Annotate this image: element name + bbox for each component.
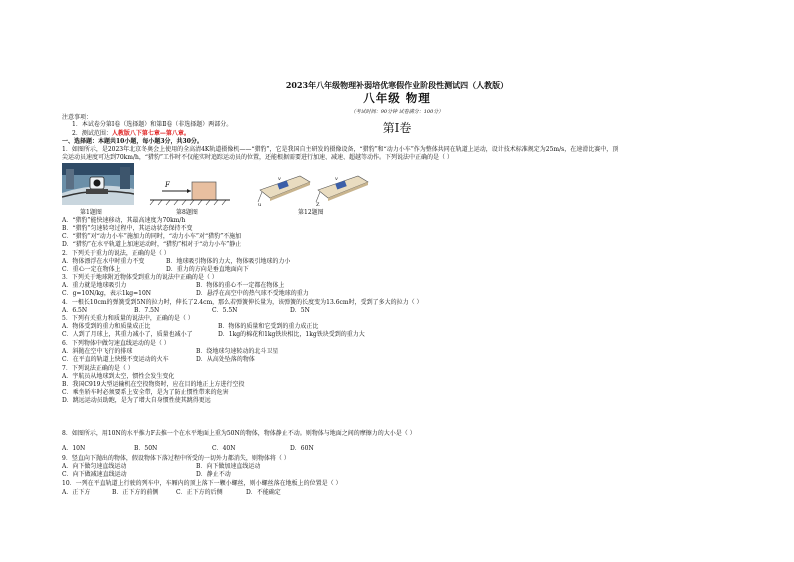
volume-title: 第Ⅰ卷	[382, 121, 412, 135]
q9-stem: 9．竖直向下抛出的物体，假设物体下落过程中所受的一切外力都消失，则物体将（ ）	[62, 455, 290, 462]
q8-option-b: B．50N	[134, 445, 158, 452]
figure-8-force-label: F	[165, 181, 170, 189]
q1-option-d: D．“猎豹”在水平轨道上加速运动时，“猎豹”相对于“动力小车”静止	[62, 241, 242, 248]
q3-option-d: D．悬浮在高空中的热气球不受地球的重力	[196, 290, 309, 297]
q2-option-d: D．重力的方向是垂直地面向下	[166, 266, 249, 273]
figure-8-push-diagram	[148, 176, 232, 206]
q5-option-b: B．物体的质量和它受到的重力成正比	[218, 323, 319, 330]
figure-12-cart-diagram	[256, 170, 374, 206]
figure-12-label-z: Z	[316, 202, 320, 208]
q5-option-c: C．人到了月球上，其重力减小了，质量也减小了	[62, 331, 193, 338]
section-heading: 一、选择题：本题共10小题，每小题3分，共30分。	[62, 138, 203, 145]
q10-option-b: B．正下方的前侧	[112, 489, 159, 496]
notes-item-2-scope: 人教版八下第七章—第八章。	[111, 130, 190, 137]
q2-stem: 2．下列关于重力的说法，正确的是（ ）	[62, 250, 170, 257]
q5-option-d: D．1kg的棉花和1kg铁块相比，1kg铁块受到的重力大	[218, 331, 365, 338]
q4-option-a: A．6.5N	[62, 307, 88, 314]
q3-option-a: A．重力就是地球吸引力	[62, 282, 127, 289]
subject-heading: 八年级 物理	[363, 91, 431, 105]
figure-12-label-v1: v	[278, 176, 281, 182]
q8-option-c: C．40N	[212, 445, 236, 452]
q9-option-a: A．向下做匀速直线运动	[62, 463, 127, 470]
q1-stem-line2: 尖运动员速度可达到70km/h，“猎豹”工作时不仅能实时追踪运动员的位置，还能根据需要进行加速、减速、超越等动作。下列说法中正确的是（ ）	[62, 154, 453, 161]
q7-option-b: B．我国C919大型运输机在空投物资时，应在目的地正上方进行空投	[62, 381, 245, 388]
figure-1-caption: 第1题图	[80, 209, 102, 216]
q2-option-a: A．物体漂浮在水中时重力不变	[62, 258, 145, 265]
q10-option-c: C．正下方的后侧	[176, 489, 223, 496]
q7-option-c: C．乘坐轿车时必须要系上安全带，是为了防止惯性带来的危害	[62, 389, 229, 396]
q1-stem-line1: 1．如图所示，是2023年北京冬奥会上使用的全高清4K轨道摄像机——“猎豹”，它是我国自主研发的摄像设备，“猎豹”和“动力小车”作为整体共同在轨道上运动，设计技术标准规定为25m/s，在速滑比赛中，顶	[62, 146, 619, 153]
q5-stem: 5．下列有关重力和质量的说法中，正确的是（ ）	[62, 315, 194, 322]
figure-1-camera-image	[62, 163, 134, 205]
q6-option-b: B．绕地球匀速转动的北斗卫星	[196, 348, 279, 355]
q6-option-d: D．从高处坠落的物体	[196, 356, 255, 363]
page-title: 2023年八年级物理补弱培优寒假作业阶段性测试四（人教版）	[285, 80, 509, 90]
q8-option-a: A．10N	[62, 445, 86, 452]
q8-option-d: D．60N	[290, 445, 314, 452]
q6-stem: 6．下列物体中做匀速直线运动的是（ ）	[62, 340, 170, 347]
q1-option-c: C．“猎豹”对“动力小车”施加力的同时，“动力小车”对“猎豹”不施加	[62, 233, 242, 240]
q7-option-d: D．跳远运动员助跑，是为了增大自身惯性使其跳得更远	[62, 397, 211, 404]
q10-stem: 10．一列在平直轨道上行驶的列车中，车厢内的顶上落下一颗小螺丝，则小螺丝落在地板上的位置是（ ）	[62, 480, 342, 487]
q1-option-a: A．“猎豹”能快速移动，其最高速度为70km/h	[62, 217, 186, 224]
q10-option-a: A．正下方	[62, 489, 91, 496]
notes-heading: 注意事项：	[62, 114, 93, 121]
q5-option-a: A．物体受到的重力和质量成正比	[62, 323, 151, 330]
q3-stem: 3．下列关于地球附近物体受到重力的说法中正确的是（ ）	[62, 274, 218, 281]
q10-option-d: D．不能确定	[246, 489, 281, 496]
q4-stem: 4．一根长10cm的弹簧受到5N的拉力时，伸长了2.4cm，那么若弹簧伸长量为，该弹簧的长度变为13.6cm时，受到了多大的拉力（ ）	[62, 299, 423, 306]
exam-info: （考试时间：90分钟 试卷满分：100分）	[350, 109, 444, 115]
q4-option-c: C．5.5N	[212, 307, 238, 314]
q8-stem: 8．如图所示，用10N的水平推力F去推一个在水平地面上重为50N的物体，物体静止不动。则物体与地面之间的摩擦力的大小是（ ）	[62, 430, 416, 437]
q9-option-c: C．向下做减速直线运动	[62, 471, 127, 478]
q7-stem: 7．下列说法正确的是（ ）	[62, 365, 134, 372]
q3-option-c: C．g=10N/kg，表示1kg=10N	[62, 290, 152, 297]
q6-option-a: A．斜抛在空中飞行的排球	[62, 348, 133, 355]
figure-12-label-v2: v	[335, 176, 338, 182]
q9-option-d: D．静止不动	[196, 471, 231, 478]
notes-item-2-prefix: 2．测试范围：	[72, 130, 112, 137]
notes-item-1: 1．本试卷分第Ⅰ卷（选择题）和第Ⅱ卷（非选择题）两部分。	[72, 121, 233, 128]
figure-12-label-u: u	[258, 202, 262, 208]
q2-option-c: C．重心一定在物体上	[62, 266, 121, 273]
q4-option-b: B．7.5N	[134, 307, 160, 314]
q1-option-b: B．“猎豹”匀速转弯过程中，其运动状态保持不变	[62, 225, 193, 232]
q3-option-b: B．物体的重心不一定都在物体上	[196, 282, 285, 289]
q2-option-b: B．地球吸引物体的力大，物体吸引地球的力小	[166, 258, 291, 265]
figure-12-caption: 第12题图	[298, 209, 324, 216]
figure-8-caption: 第8题图	[176, 209, 198, 216]
q9-option-b: B．向下做加速直线运动	[196, 463, 261, 470]
q7-option-a: A．宇航员从地球到太空，惯性会发生变化	[62, 373, 175, 380]
q4-option-d: D．5N	[290, 307, 310, 314]
q6-option-c: C．在平直的轨道上快慢不变运动的火车	[62, 356, 169, 363]
